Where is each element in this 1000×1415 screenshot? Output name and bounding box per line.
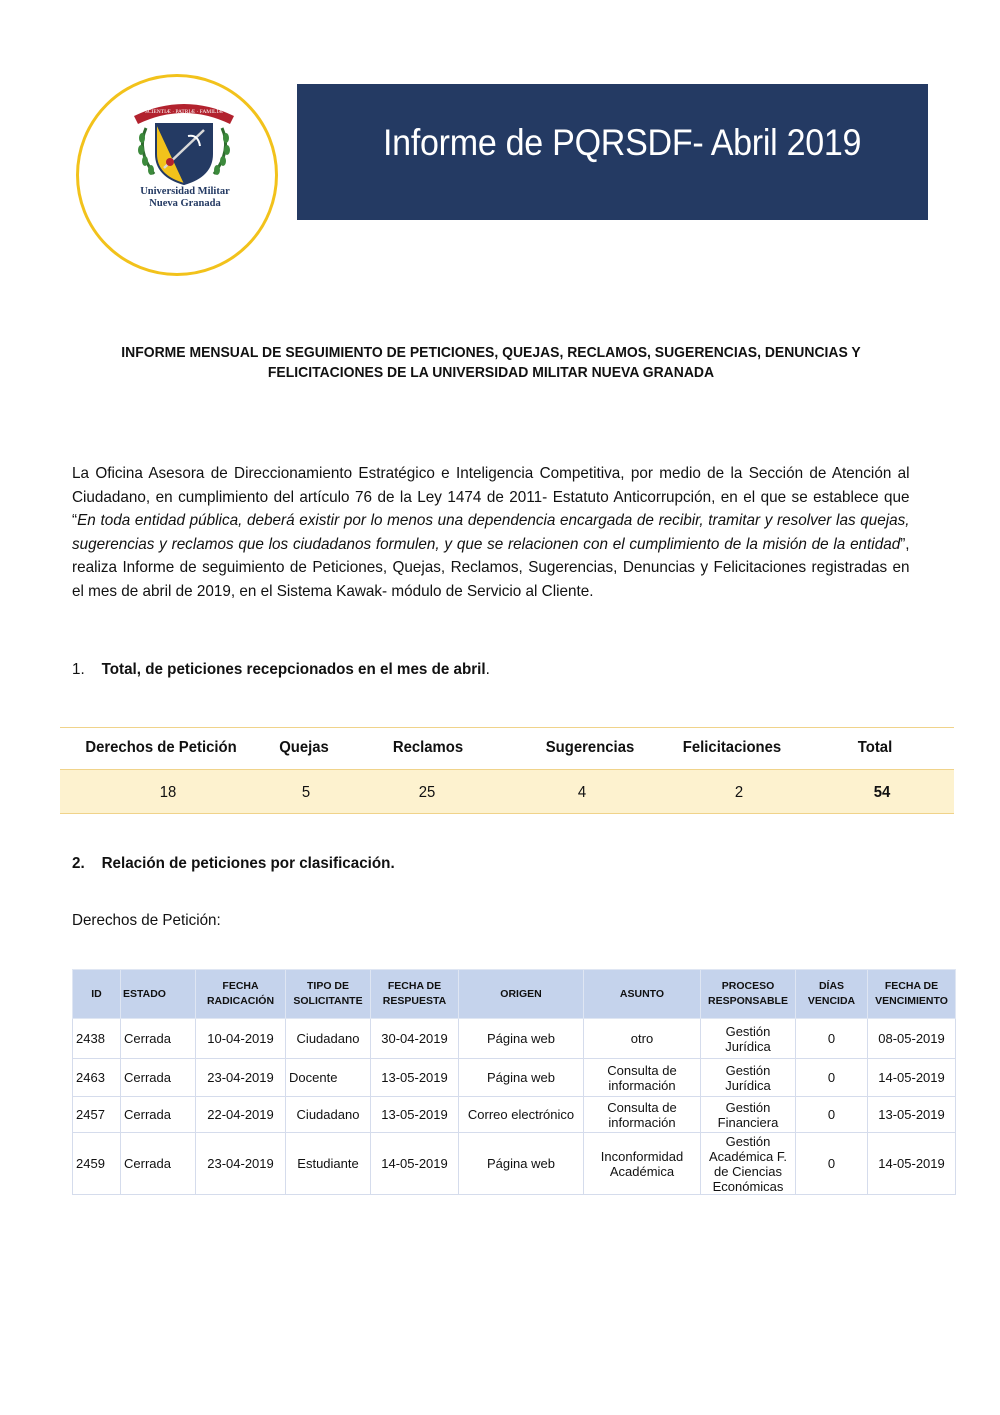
summary-value-total: 54 [873, 784, 891, 801]
col-header-fecha-respuesta [371, 970, 459, 1019]
cell-fecha-radicacion: 22-04-2019 [196, 1097, 286, 1133]
col-header-fecha-respuesta-l2: RESPUESTA [382, 995, 447, 1007]
col-header-tipo-l2: SOLICITANTE [293, 995, 363, 1007]
table-row [73, 1059, 956, 1097]
wordmark-line-2: Nueva Granada [149, 198, 221, 209]
university-crest-icon [128, 94, 240, 190]
section-2-title: Relación de peticiones por clasificación. [101, 855, 395, 872]
summary-header-derechos: Derechos de Petición [85, 739, 237, 756]
summary-top-rule [60, 727, 954, 728]
crest-motto: SCIENTIÆ · PATRIÆ · FAMILIÆ [144, 109, 224, 115]
page-title: Informe de PQRSDF- Abril 2019 [383, 122, 862, 163]
summary-value-quejas: 5 [301, 784, 311, 801]
col-header-fecha-radicacion-l2: RADICACIÓN [206, 995, 275, 1007]
subsection-heading: Derechos de Petición: [72, 912, 221, 929]
cell-vencimiento: 14-05-2019 [868, 1133, 956, 1195]
university-wordmark [120, 186, 250, 210]
cell-asunto: otro [584, 1019, 701, 1059]
intro-text-1: La Oficina Asesora de Direccionamiento Estratégico e Inteligencia Competitiva, por medio de la Sección de Atención al Ciudadano, en cumplimiento del artículo 76 de la Ley 1474 de 2011- Estatuto Anticorrupción, en el que se establece que “ [72, 465, 910, 529]
petitions-table [72, 969, 956, 1195]
summary-header-quejas: Quejas [279, 739, 329, 756]
cell-id: 2463 [73, 1059, 121, 1097]
section-1-title: Total, de peticiones recepcionados en el mes de abril [101, 661, 486, 678]
col-header-estado [121, 970, 196, 1019]
cell-proceso: Gestión Jurídica [701, 1019, 796, 1059]
col-header-dias-l1: DÍAS [818, 980, 845, 992]
col-header-proceso-l2: RESPONSABLE [708, 995, 788, 1007]
cell-estado: Cerrada [121, 1059, 196, 1097]
cell-fecha-radicacion: 23-04-2019 [196, 1133, 286, 1195]
table-row [73, 1133, 956, 1195]
cell-origen: Correo electrónico [459, 1097, 584, 1133]
cell-asunto: Consulta de información [584, 1059, 701, 1097]
summary-header-total: Total [857, 739, 893, 756]
cell-asunto: Inconformidad Académica [584, 1133, 701, 1195]
summary-header-reclamos: Reclamos [392, 739, 464, 756]
table-header-row [73, 970, 956, 1019]
section-1-number: 1. [72, 661, 85, 678]
col-header-dias [796, 970, 868, 1019]
cell-id: 2457 [73, 1097, 121, 1133]
cell-id: 2459 [73, 1133, 121, 1195]
summary-value-reclamos: 25 [418, 784, 436, 801]
col-header-vencimiento-l1: FECHA DE [884, 980, 939, 992]
cell-fecha-radicacion: 23-04-2019 [196, 1059, 286, 1097]
report-heading [101, 343, 880, 383]
cell-vencimiento: 13-05-2019 [868, 1097, 956, 1133]
summary-value-felicitaciones: 2 [734, 784, 744, 801]
cell-estado: Cerrada [121, 1019, 196, 1059]
cell-origen: Página web [459, 1059, 584, 1097]
cell-tipo: Ciudadano [286, 1097, 371, 1133]
cell-estado: Cerrada [121, 1133, 196, 1195]
cell-asunto: Consulta de información [584, 1097, 701, 1133]
cell-id: 2438 [73, 1019, 121, 1059]
col-header-fecha-radicacion [196, 970, 286, 1019]
col-header-dias-l2: VENCIDA [807, 995, 856, 1007]
col-header-asunto [584, 970, 701, 1019]
cell-dias: 0 [796, 1133, 868, 1195]
col-header-tipo-l1: TIPO DE [306, 980, 349, 992]
section-1-suffix: . [485, 661, 490, 678]
cell-proceso: Gestión Académica F. de Ciencias Económicas [701, 1133, 796, 1195]
section-2-number: 2. [72, 855, 85, 872]
section-2-heading [72, 855, 395, 873]
report-heading-line-2: FELICITACIONES DE LA UNIVERSIDAD MILITAR NUEVA GRANADA [267, 364, 715, 381]
col-header-vencimiento-l2: VENCIMIENTO [875, 995, 948, 1007]
intro-paragraph [72, 462, 910, 603]
cell-fecha-radicacion: 10-04-2019 [196, 1019, 286, 1059]
cell-tipo: Docente [286, 1059, 371, 1097]
summary-table [60, 727, 954, 814]
col-header-tipo [286, 970, 371, 1019]
wordmark-line-1: Universidad Militar [140, 186, 230, 197]
cell-fecha-respuesta: 14-05-2019 [371, 1133, 459, 1195]
table-row [73, 1097, 956, 1133]
col-header-fecha-radicacion-l1: FECHA [222, 980, 259, 992]
cell-vencimiento: 08-05-2019 [868, 1019, 956, 1059]
summary-value-derechos: 18 [159, 784, 177, 801]
cell-dias: 0 [796, 1097, 868, 1133]
summary-value-sugerencias: 4 [577, 784, 587, 801]
col-header-origen-text: ORIGEN [500, 987, 542, 1000]
summary-header-felicitaciones: Felicitaciones [682, 739, 782, 756]
cell-dias: 0 [796, 1059, 868, 1097]
col-header-id-text: ID [91, 987, 102, 1000]
section-1-heading [72, 661, 490, 679]
col-header-origen [459, 970, 584, 1019]
cell-estado: Cerrada [121, 1097, 196, 1133]
col-header-proceso [701, 970, 796, 1019]
col-header-estado-text: ESTADO [123, 987, 166, 1000]
cell-origen: Página web [459, 1019, 584, 1059]
intro-text-2: ”, realiza Informe de seguimiento de Peticiones, Quejas, Reclamos, Sugerencias, Denuncias y Felicitaciones registradas en el mes de abril de 2019, en el Sistema Kawak- módulo de Servicio al Cliente. [72, 535, 910, 600]
cell-tipo: Ciudadano [286, 1019, 371, 1059]
cell-vencimiento: 14-05-2019 [868, 1059, 956, 1097]
cell-proceso: Gestión Financiera [701, 1097, 796, 1133]
summary-header-sugerencias: Sugerencias [545, 739, 635, 756]
summary-values-row [60, 769, 954, 814]
cell-dias: 0 [796, 1019, 868, 1059]
cell-origen: Página web [459, 1133, 584, 1195]
col-header-vencimiento [868, 970, 956, 1019]
col-header-id [73, 970, 121, 1019]
cell-fecha-respuesta: 13-05-2019 [371, 1097, 459, 1133]
col-header-fecha-respuesta-l1: FECHA DE [387, 980, 442, 992]
col-header-asunto-text: ASUNTO [619, 987, 665, 1000]
cell-tipo: Estudiante [286, 1133, 371, 1195]
cell-fecha-respuesta: 30-04-2019 [371, 1019, 459, 1059]
table-row [73, 1019, 956, 1059]
cell-proceso: Gestión Jurídica [701, 1059, 796, 1097]
report-heading-line-1: INFORME MENSUAL DE SEGUIMIENTO DE PETICIONES, QUEJAS, RECLAMOS, SUGERENCIAS, DENUNCIAS Y [121, 344, 861, 361]
col-header-proceso-l1: PROCESO [721, 980, 775, 992]
intro-quote: En toda entidad pública, deberá existir por lo menos una dependencia encargada de recibir, tramitar y resolver las quejas, sugerencias y reclamos que los ciudadanos formulen, y que se relacionen con el cumplimiento de la misión de la entidad [72, 512, 910, 553]
cell-fecha-respuesta: 13-05-2019 [371, 1059, 459, 1097]
